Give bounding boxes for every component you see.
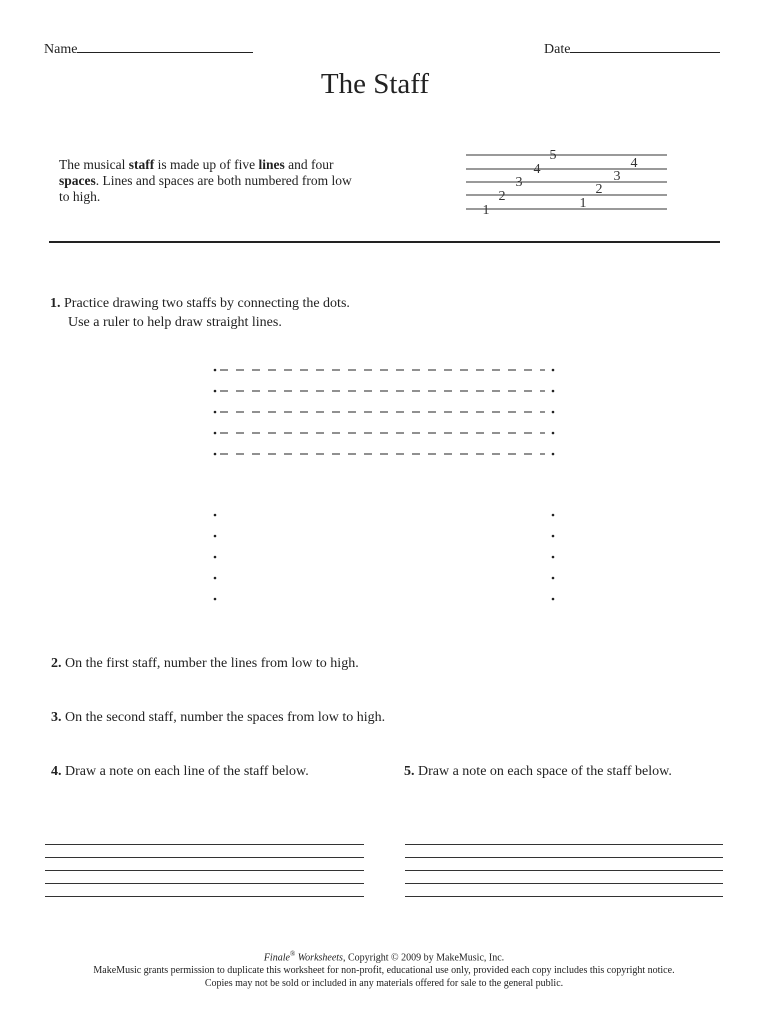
intro-text: The musical staff is made up of five lines and four spaces. Lines and spaces are both numbered from low to high. (59, 157, 352, 204)
space-number: 4 (630, 156, 638, 171)
section-divider (49, 241, 720, 243)
question-number: 2. (51, 656, 62, 671)
dot-staff (214, 514, 555, 601)
date-field (544, 40, 720, 58)
question-4: 4. Draw a note on each line of the staff below. (51, 764, 309, 779)
space-number: 1 (579, 196, 587, 211)
question-2: 2. On the first staff, number the lines from low to high. (51, 656, 359, 671)
question-5: 5. Draw a note on each space of the staff below. (404, 764, 672, 779)
date-label: Date (544, 42, 571, 57)
name-field (44, 40, 253, 58)
copyright-footer (0, 948, 768, 990)
footer-line-3: Copies may not be sold or included in any materials offered for sale to the general public. (204, 978, 564, 990)
dashed-staff (214, 369, 555, 456)
date-blank (570, 40, 720, 53)
name-label: Name (44, 42, 78, 57)
space-number: 3 (613, 169, 621, 184)
practice-staffs (200, 355, 570, 610)
line-number: 1 (482, 203, 490, 218)
question-number: 1. (50, 296, 61, 311)
question-1: 1. Practice drawing two staffs by connecting the dots. (50, 296, 350, 311)
line-number: 2 (498, 189, 506, 204)
example-staff-diagram (460, 140, 675, 220)
question-1-line-2: Use a ruler to help draw straight lines. (68, 315, 282, 330)
staff-term: staff (128, 157, 155, 172)
name-blank (77, 40, 253, 53)
question-number: 5. (404, 764, 415, 779)
footer-line-2: MakeMusic grants permission to duplicate this worksheet for non-profit, educational use only, provided each copy includes this copyright notice. (93, 965, 675, 977)
lines-term: lines (258, 157, 285, 172)
question-number: 4. (51, 764, 62, 779)
space-number: 2 (595, 182, 603, 197)
spaces-term: spaces (59, 173, 96, 188)
page-title: The Staff (320, 68, 430, 100)
line-number: 4 (533, 162, 541, 177)
question-number: 3. (51, 710, 62, 725)
line-number: 3 (515, 175, 523, 190)
footer-line-1: Finale® Worksheets, Copyright © 2009 by MakeMusic, Inc. (263, 950, 505, 964)
line-number: 5 (549, 148, 557, 163)
question-3: 3. On the second staff, number the spaces from low to high. (51, 710, 386, 725)
